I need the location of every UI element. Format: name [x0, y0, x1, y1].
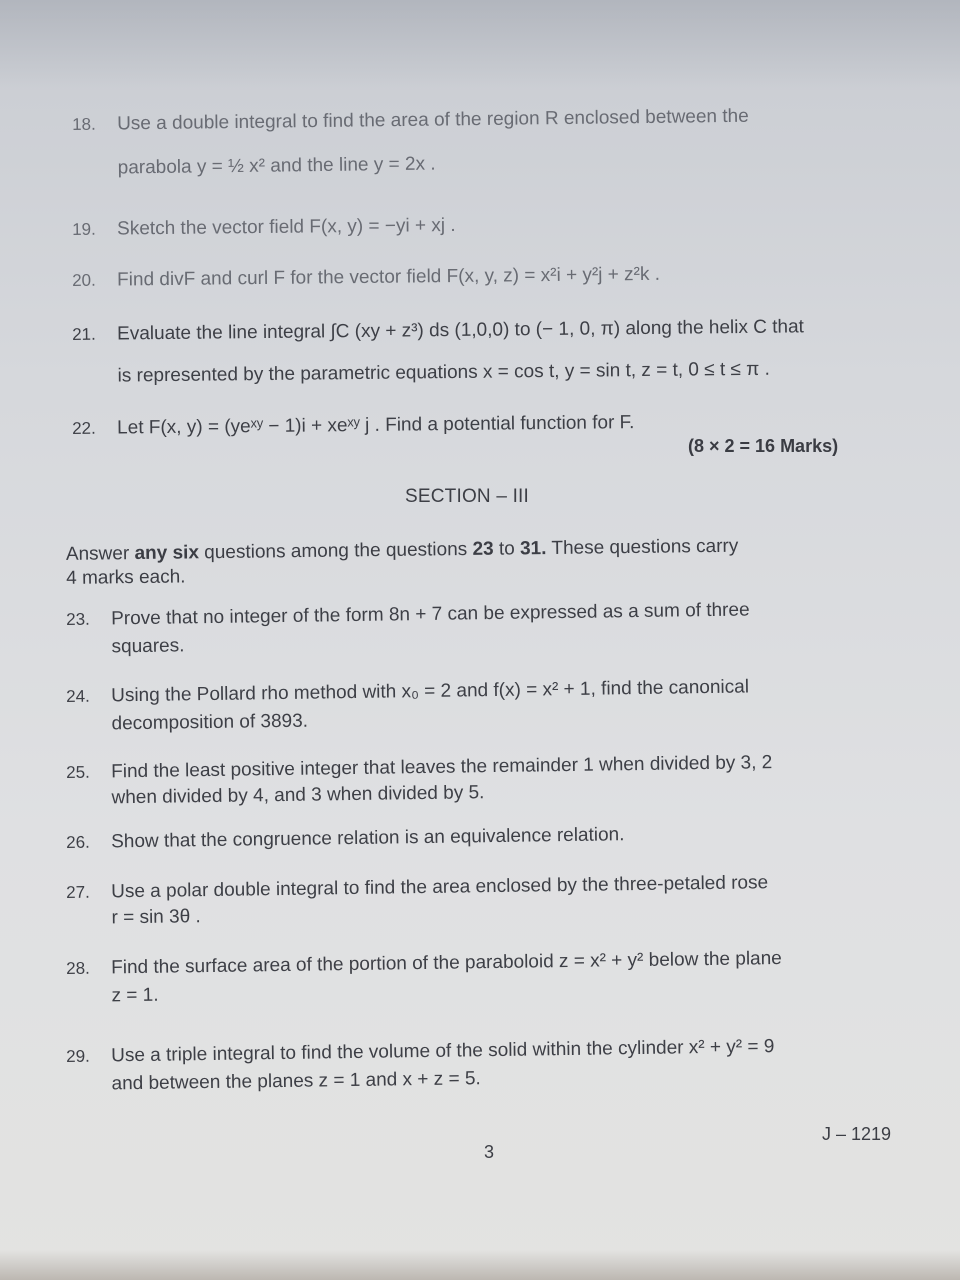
question-number: 28. [66, 958, 90, 978]
instruction-bold: 31. [519, 538, 547, 560]
question-text-line2: and between the planes z = 1 and x + z = 5. [111, 1068, 481, 1095]
question-text: Find the surface area of the portion of the paraboloid z = x² + y² below the plane [111, 948, 782, 979]
page-number: 3 [484, 1142, 495, 1162]
question-text: Use a double integral to find the area of the region R enclosed between the [117, 105, 749, 135]
question-text-line2: squares. [111, 635, 185, 658]
instruction-bold: 23 [472, 538, 494, 560]
marks-section-ii: (8 × 2 = 16 Marks) [688, 436, 839, 456]
instruction-text: questions among the questions [198, 538, 473, 564]
question-number: 22. [72, 418, 96, 438]
section-instruction [66, 533, 867, 591]
question-text-line2: decomposition of 3893. [111, 710, 309, 735]
question-number: 19. [72, 219, 96, 239]
question-text-line2: when divided by 4, and 3 when divided by 5. [111, 782, 485, 809]
question-text: Use a polar double integral to find the area enclosed by the three-petaled rose [111, 872, 769, 903]
question-text: Evaluate the line integral ∫C (xy + z³) ds (1,0,0) to (− 1, 0, π) along the helix C that [117, 316, 805, 345]
question-number: 21. [72, 324, 96, 344]
question-number: 29. [66, 1046, 90, 1066]
question-text: Sketch the vector field F(x, y) = −yi + xj . [117, 214, 456, 240]
instruction-text: These questions carry [546, 535, 739, 560]
question-text-line2: z = 1. [111, 984, 159, 1007]
section-title: SECTION – III [405, 486, 530, 507]
instruction-text: to [493, 538, 521, 560]
question-text-line2: parabola y = ½ x² and the line y = 2x . [117, 153, 436, 179]
question-text-line2: r = sin 3θ . [111, 906, 201, 929]
question-text-line2: is represented by the parametric equations x = cos t, y = sin t, z = t, 0 ≤ t ≤ π . [117, 358, 770, 387]
question-number: 27. [66, 882, 90, 902]
question-text: Use a triple integral to find the volume of the solid within the cylinder x² + y² = 9 [111, 1036, 775, 1067]
instruction-bold: any six [134, 542, 200, 565]
page-shadow-bottom [0, 1250, 960, 1280]
question-number: 26. [66, 832, 90, 852]
question-text: Show that the congruence relation is an equivalence relation. [111, 824, 625, 853]
instruction-text: Answer [65, 543, 135, 565]
question-text: Find divF and curl F for the vector field F(x, y, z) = x²i + y²j + z²k . [117, 263, 661, 291]
paper-code: J – 1219 [822, 1124, 892, 1144]
question-text: Let F(x, y) = (yeˣʸ − 1)i + xeˣʸ j . Find a potential function for F. [117, 412, 635, 439]
question-text: Prove that no integer of the form 8n + 7 can be expressed as a sum of three [111, 599, 750, 630]
question-number: 23. [66, 609, 90, 629]
instruction-text-line2: 4 marks each. [66, 566, 186, 589]
question-number: 18. [72, 114, 96, 134]
question-number: 25. [66, 762, 90, 782]
question-text: Using the Pollard rho method with x₀ = 2 and f(x) = x² + 1, find the canonical [111, 676, 750, 707]
question-number: 24. [66, 686, 90, 706]
question-text: Find the least positive integer that leaves the remainder 1 when divided by 3, 2 [111, 752, 773, 783]
page-shadow-top [0, 0, 960, 90]
question-number: 20. [72, 270, 96, 290]
